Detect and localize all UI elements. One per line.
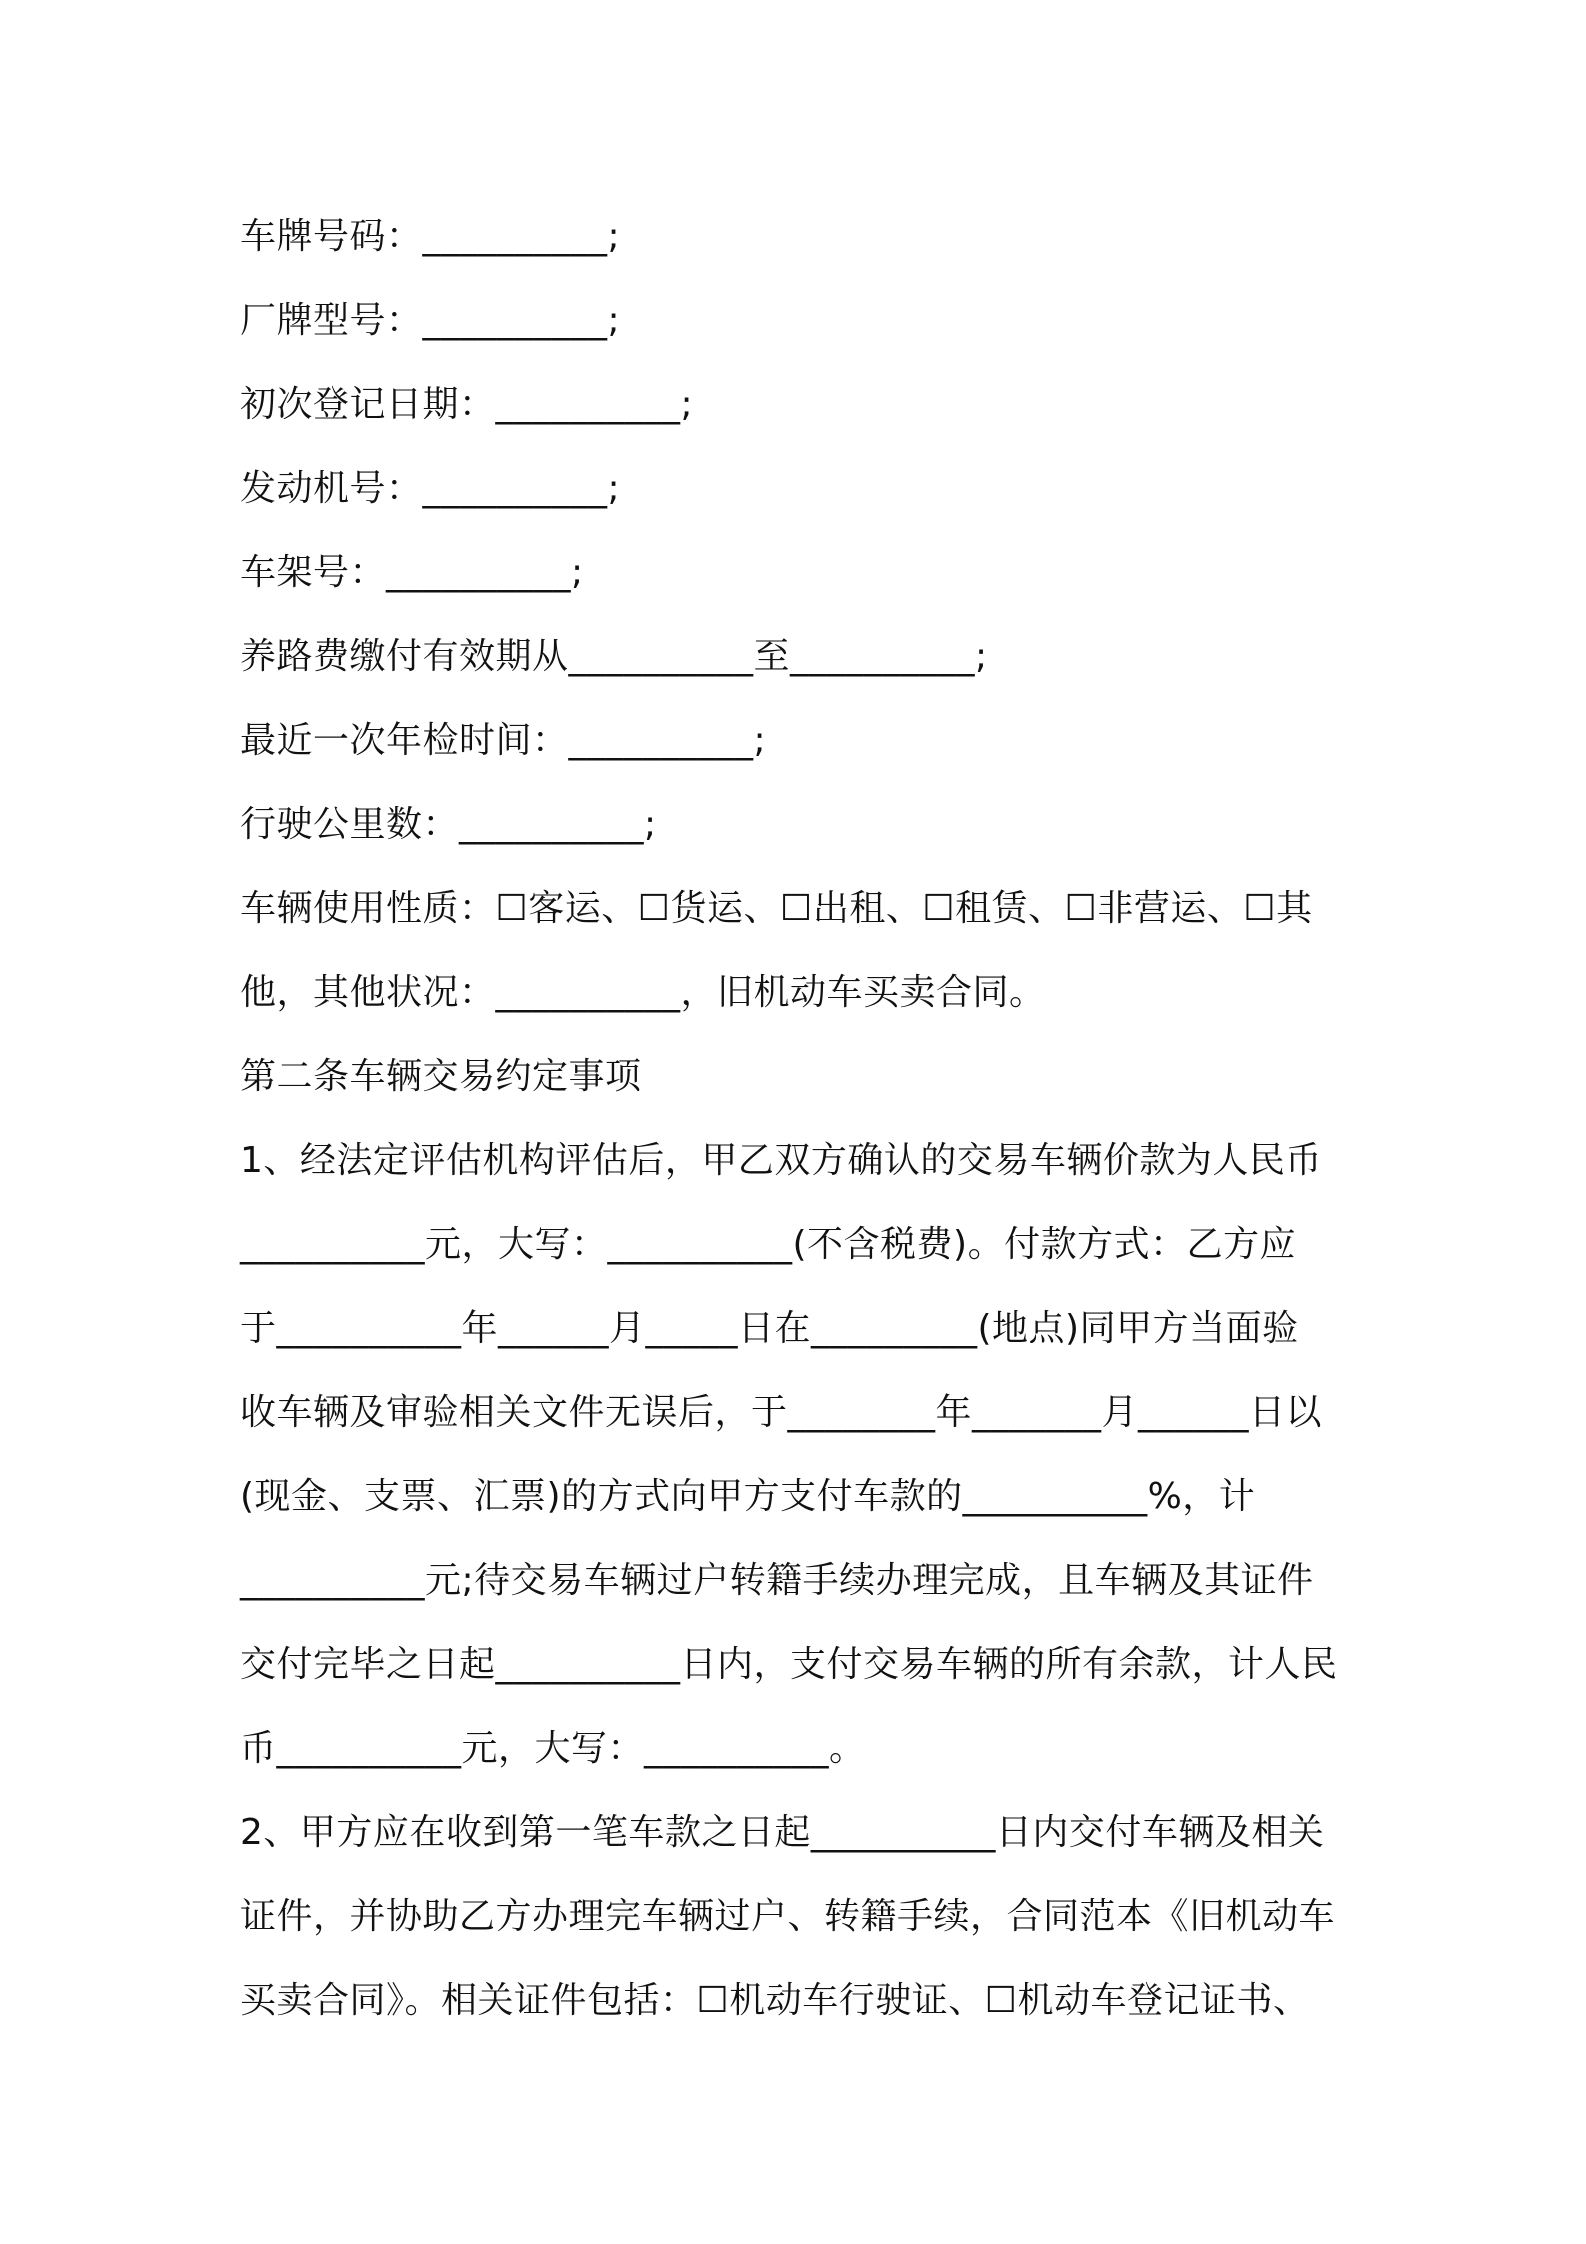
field-road-fee-validity: 养路费缴付有效期从__________至__________;: [240, 636, 988, 677]
field-last-inspection-time: 最近一次年检时间：__________;: [240, 720, 767, 761]
field-engine-number: 发动机号：__________;: [240, 468, 621, 509]
clause-2-line-3: 买卖合同》。相关证件包括：☐机动车行驶证、☐机动车登记证书、: [240, 1980, 1310, 2021]
clause-1-line-5: (现金、支票、汇票)的方式向甲方支付车款的__________%，计: [240, 1476, 1256, 1517]
clause-1-line-3: 于__________年______月_____日在_________(地点)同甲方当面验: [240, 1308, 1299, 1349]
clause-1-line-7: 交付完毕之日起__________日内，支付交易车辆的所有余款，计人民: [240, 1644, 1338, 1685]
clause-1-line-1: 1、经法定评估机构评估后，甲乙双方确认的交易车辆价款为人民币: [240, 1140, 1322, 1181]
clause-2-line-1: 2、甲方应在收到第一笔车款之日起__________日内交付车辆及相关: [240, 1812, 1325, 1853]
contract-text: [240, 195, 1360, 2043]
clause-2-line-2: 证件，并协助乙方办理完车辆过户、转籍手续，合同范本《旧机动车: [240, 1896, 1336, 1937]
field-other-conditions: 他，其他状况：__________，旧机动车买卖合同。: [240, 972, 1046, 1013]
clause-1-line-6: __________元;待交易车辆过户转籍手续办理完成，且车辆及其证件: [240, 1560, 1314, 1601]
field-first-registration-date: 初次登记日期：__________;: [240, 384, 694, 425]
clause-1-line-4: 收车辆及审验相关文件无误后，于________年_______月______日以: [240, 1392, 1323, 1433]
field-license-plate: 车牌号码：__________;: [240, 216, 621, 257]
field-vehicle-use-nature: 车辆使用性质：☐客运、☐货运、☐出租、☐租赁、☐非营运、☐其: [240, 888, 1313, 929]
clause-1-line-8: 币__________元，大写：__________。: [240, 1728, 866, 1769]
clause-1-line-2: __________元，大写：__________(不含税费)。付款方式：乙方应: [240, 1224, 1297, 1265]
field-frame-number: 车架号：__________;: [240, 552, 584, 593]
field-brand-model: 厂牌型号：__________;: [240, 300, 621, 341]
field-mileage: 行驶公里数：__________;: [240, 804, 657, 845]
section-heading: 第二条车辆交易约定事项: [240, 1056, 642, 1097]
